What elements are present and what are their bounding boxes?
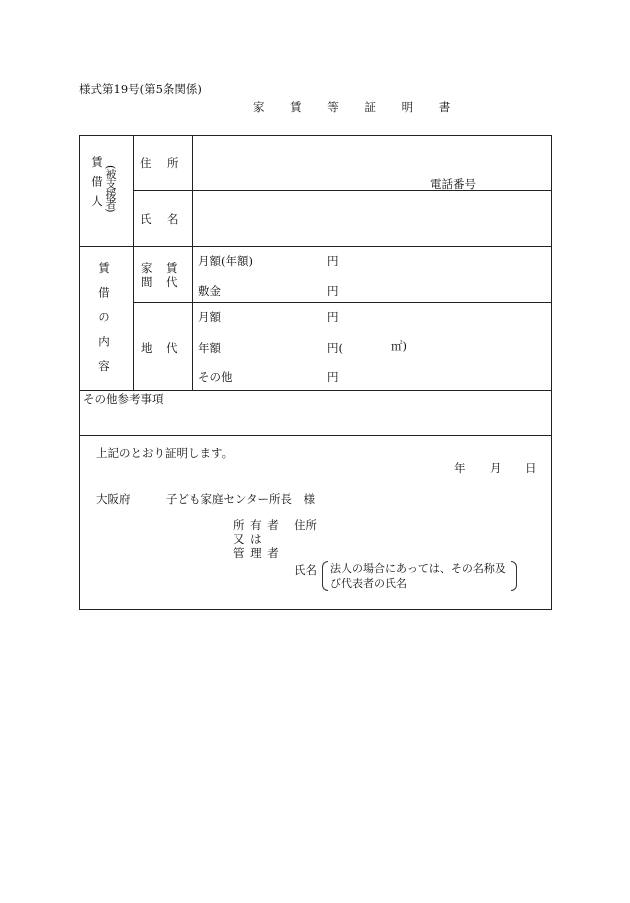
monthly-annual-label: 月額(年額) bbox=[198, 254, 253, 268]
certificate-table bbox=[79, 135, 552, 610]
rent-label-1: 家 賃 bbox=[141, 261, 179, 275]
month-label: 月 bbox=[490, 461, 502, 475]
owner-label-3: 管 理 者 bbox=[233, 546, 280, 560]
yen-unit: 円 bbox=[327, 284, 339, 298]
year-label: 年 bbox=[454, 461, 466, 475]
note-line-1: 法人の場合にあっては、その名称及 bbox=[330, 562, 506, 575]
land-rent-label: 地 代 bbox=[141, 341, 179, 355]
rule-rent-land bbox=[133, 302, 552, 303]
deposit-label: 敷金 bbox=[198, 284, 221, 298]
recipient-paren-label: (被支援者) bbox=[104, 165, 117, 212]
other-label: その他 bbox=[198, 370, 233, 384]
rent-label-2: 間 代 bbox=[141, 275, 179, 289]
rule-address-name bbox=[133, 190, 552, 191]
owner-name-label: 氏名 bbox=[294, 563, 317, 577]
rule-lessee-contents bbox=[79, 246, 552, 247]
lessee-label: 賃借人 bbox=[90, 156, 104, 215]
monthly-label: 月額 bbox=[198, 310, 221, 324]
owner-label-2: 又 は bbox=[233, 532, 263, 546]
note-line-2: び代表者の氏名 bbox=[330, 577, 407, 590]
sqm-unit: ㎡) bbox=[391, 339, 407, 353]
rule-col2 bbox=[192, 135, 193, 390]
note-bracket-left bbox=[322, 561, 328, 591]
form-number: 様式第19号(第5条関係) bbox=[79, 82, 202, 96]
contents-label: 賃借の内容 bbox=[97, 262, 111, 385]
yen-unit: 円 bbox=[327, 254, 339, 268]
note-bracket-right bbox=[511, 561, 517, 591]
name-label: 氏 名 bbox=[140, 212, 181, 226]
other-notes-label: その他参考事項 bbox=[83, 392, 164, 406]
owner-address-label: 住所 bbox=[294, 518, 317, 532]
yen-paren: 円( bbox=[327, 341, 343, 355]
document-title: 家 賃 等 証 明 書 bbox=[253, 100, 462, 114]
rule-contents-notes bbox=[79, 390, 552, 391]
certification-statement: 上記のとおり証明します。 bbox=[96, 446, 234, 460]
day-label: 日 bbox=[525, 461, 537, 475]
address-label: 住 所 bbox=[140, 156, 181, 170]
rule-col1 bbox=[133, 135, 134, 390]
phone-label: 電話番号 bbox=[430, 177, 476, 191]
yen-unit: 円 bbox=[327, 310, 339, 324]
rule-notes-cert bbox=[79, 435, 552, 436]
yen-unit: 円 bbox=[327, 370, 339, 384]
prefecture-label: 大阪府 bbox=[96, 492, 131, 506]
addressee: 子ども家庭センター所長 様 bbox=[166, 492, 316, 506]
owner-label-1: 所 有 者 bbox=[233, 518, 280, 532]
annual-label: 年額 bbox=[198, 341, 221, 355]
